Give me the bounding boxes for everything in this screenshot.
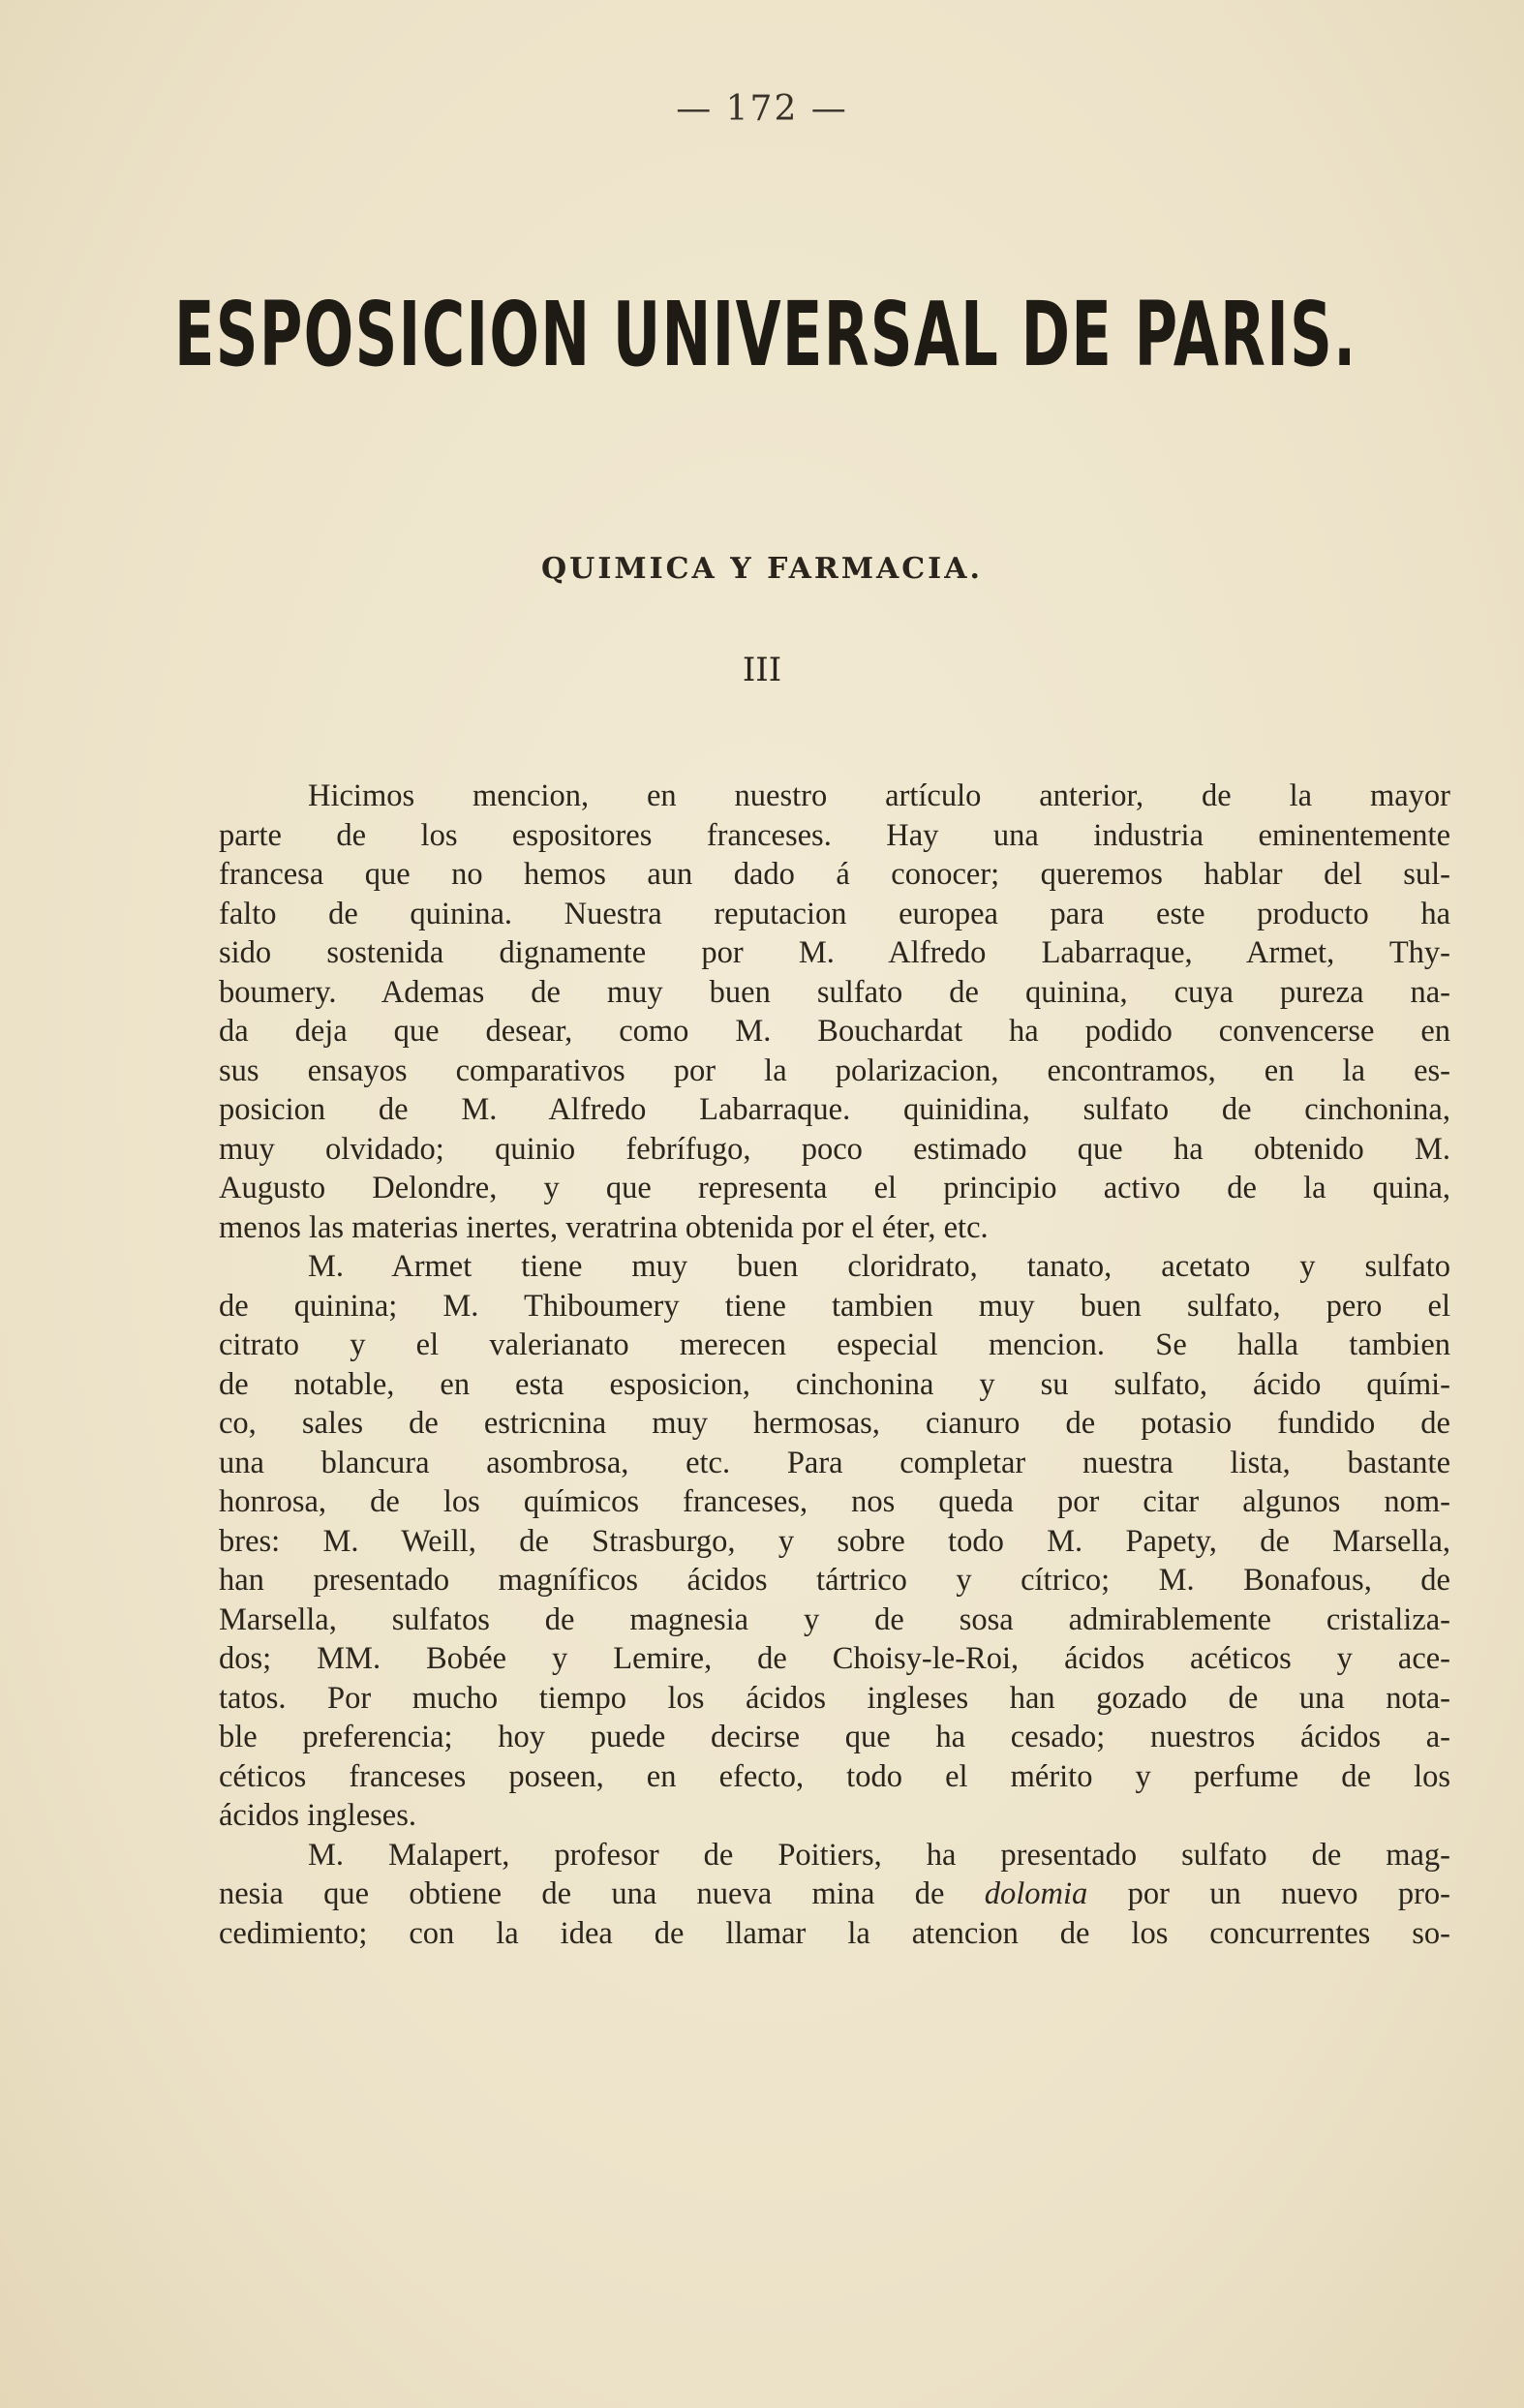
text-line: muy olvidado; quinio febrífugo, poco estimado que ha obtenido M. — [219, 1131, 1450, 1167]
text-line: co, sales de estricnina muy hermosas, cianuro de potasio fundido de — [219, 1406, 1450, 1441]
italic-word: dolomia — [984, 1876, 1088, 1911]
text-line: Hicimos mencion, en nuestro artículo anterior, de la mayor — [308, 778, 1450, 813]
body-text — [219, 777, 1450, 1953]
text-line: de notable, en esta esposicion, cinchonina y su sulfato, ácido quími- — [219, 1366, 1450, 1402]
text-line: cedimiento; con la idea de llamar la atencion de los concurrentes so- — [219, 1915, 1450, 1951]
section-heading: QUIMICA Y FARMACIA. — [541, 552, 983, 586]
text-line: da deja que desear, como M. Bouchardat ha podido convencerse en — [219, 1014, 1450, 1049]
text-line: sus ensayos comparativos por la polarizacion, encontramos, en la es- — [219, 1052, 1450, 1088]
text-line: Augusto Delondre, y que representa el principio activo de la quina, — [219, 1171, 1450, 1205]
text-line: de quinina; M. Thiboumery tiene tambien muy buen sulfato, pero el — [219, 1288, 1450, 1324]
text-fragment: nesia que obtiene de una nueva mina de — [219, 1876, 985, 1911]
text-line: céticos franceses poseen, en efecto, todo el mérito y perfume de los — [219, 1758, 1450, 1794]
text-line: tatos. Por mucho tiempo los ácidos ingleses han gozado de una nota- — [219, 1680, 1450, 1716]
text-line: ácidos ingleses. — [219, 1798, 416, 1833]
text-line: francesa que no hemos aun dado á conocer; queremos hablar del sul- — [219, 857, 1450, 892]
text-line: citrato y el valerianato merecen especial mencion. Se halla tambien — [219, 1327, 1450, 1362]
text-line: boumery. Ademas de muy buen sulfato de quinina, cuya pureza na- — [219, 974, 1450, 1010]
text-line: M. Armet tiene muy buen cloridrato, tanato, acetato y sulfato — [308, 1249, 1450, 1284]
text-line: una blancura asombrosa, etc. Para completar nuestra lista, bastante — [219, 1445, 1450, 1480]
text-line: ble preferencia; hoy puede decirse que ha cesado; nuestros ácidos a- — [219, 1720, 1450, 1754]
text-line: posicion de M. Alfredo Labarraque. quinidina, sulfato de cinchonina, — [219, 1092, 1450, 1127]
text-line: dos; MM. Bobée y Lemire, de Choisy-le-Roi, ácidos acéticos y ace- — [219, 1641, 1450, 1676]
text-line: bres: M. Weill, de Strasburgo, y sobre todo M. Papety, de Marsella, — [219, 1523, 1450, 1559]
text-line: Marsella, sulfatos de magnesia y de sosa admirablemente cristaliza- — [219, 1601, 1450, 1637]
page-title: ESPOSICION UNIVERSAL DE PARIS. — [174, 283, 1357, 386]
text-line: M. Malapert, profesor de Poitiers, ha presentado sulfato de mag- — [308, 1837, 1450, 1873]
text-line: parte de los espositores franceses. Hay una industria eminentemente — [219, 817, 1450, 853]
page-number: — 172 — — [676, 89, 848, 129]
text-line: falto de quinina. Nuestra reputacion europea para este producto ha — [219, 896, 1450, 931]
text-line: menos las materias inertes, veratrina obtenida por el éter, etc. — [219, 1209, 989, 1245]
text-line: han presentado magníficos ácidos tártrico y cítrico; M. Bonafous, de — [219, 1563, 1450, 1598]
text-fragment: por un nuevo pro- — [1087, 1876, 1450, 1911]
text-line: honrosa, de los químicos franceses, nos queda por citar algunos nom- — [219, 1484, 1450, 1519]
text-line: sido sostenida dignamente por M. Alfredo Labarraque, Armet, Thy- — [219, 935, 1450, 970]
text-line-with-italic — [219, 1875, 1450, 1914]
part-number: III — [742, 651, 782, 689]
